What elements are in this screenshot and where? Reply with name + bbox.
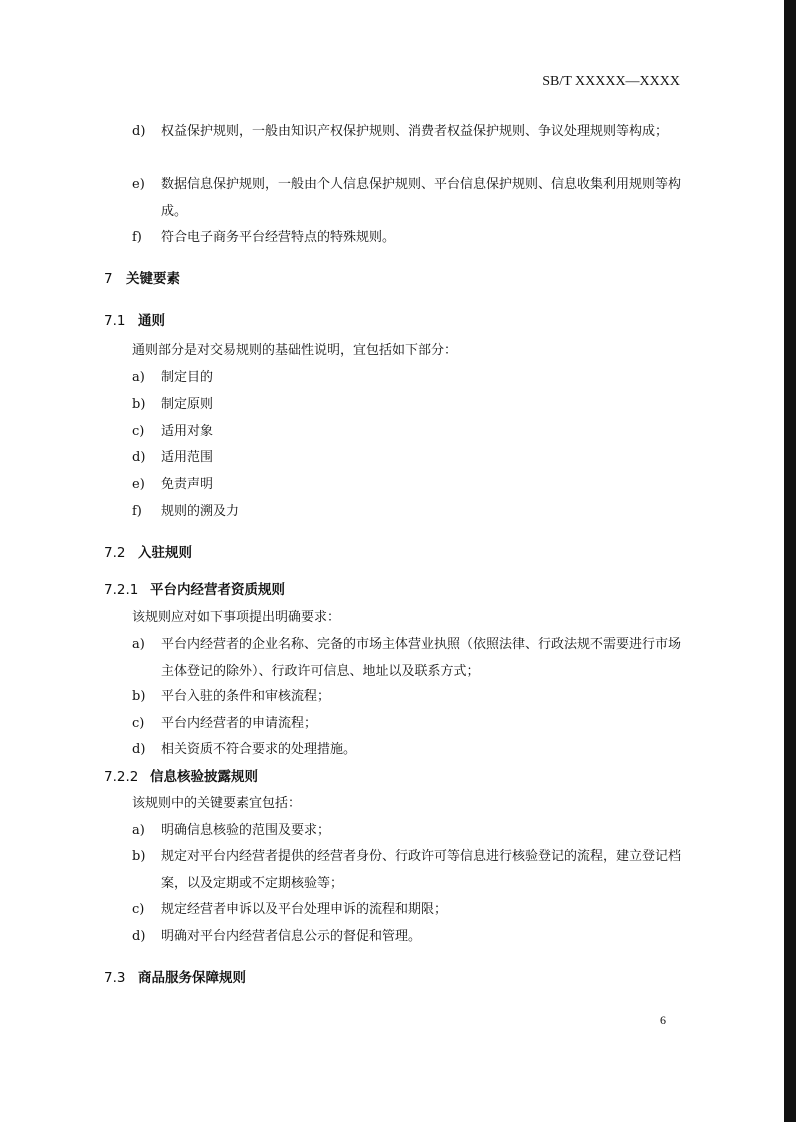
list-item xyxy=(132,817,686,844)
list-marker: c) xyxy=(132,424,145,439)
paragraph: 该规则中的关键要素宜包括： xyxy=(132,796,302,811)
list-text: 规定经营者申诉以及平台处理申诉的流程和期限； xyxy=(161,902,448,917)
section-heading-7-2 xyxy=(104,543,192,563)
list-text: 平台入驻的条件和审核流程； xyxy=(161,689,331,704)
list-item xyxy=(132,710,686,737)
list-marker: a) xyxy=(132,637,145,652)
section-heading-7-3 xyxy=(104,968,246,988)
list-item xyxy=(132,896,686,923)
list-text: 适用范围 xyxy=(161,450,214,465)
list-item xyxy=(132,843,686,897)
section-title: 平台内经营者资质规则 xyxy=(150,582,285,598)
list-item xyxy=(132,224,686,251)
list-text: 平台内经营者的申请流程； xyxy=(161,716,318,731)
section-title: 信息核验披露规则 xyxy=(150,769,258,785)
list-item xyxy=(132,498,686,525)
section-heading-7-2-2 xyxy=(104,767,258,787)
list-item xyxy=(132,471,686,498)
document-code: SB/T XXXXX—XXXX xyxy=(542,74,680,89)
list-item xyxy=(132,418,686,445)
list-marker: d) xyxy=(132,929,146,944)
list-text: 免责声明 xyxy=(161,477,214,492)
list-item xyxy=(132,444,686,471)
list-marker: e) xyxy=(132,477,145,492)
list-text: 明确信息核验的范围及要求； xyxy=(161,823,331,838)
list-text: 相关资质不符合要求的处理措施。 xyxy=(161,742,357,757)
section-number: 7.3 xyxy=(104,970,126,986)
list-text: 权益保护规则，一般由知识产权保护规则、消费者权益保护规则、争议处理规则等构成； xyxy=(161,124,669,139)
list-text: 制定目的 xyxy=(161,370,214,385)
list-text: 明确对平台内经营者信息公示的督促和管理。 xyxy=(161,929,422,944)
section-heading-7-1 xyxy=(104,311,165,331)
section-number: 7.2.1 xyxy=(104,582,139,598)
list-marker: a) xyxy=(132,823,145,838)
list-text: 规定对平台内经营者提供的经营者身份、行政许可等信息进行核验登记的流程，建立登记档案，以及定期或不定期核验等； xyxy=(161,849,682,891)
list-marker: b) xyxy=(132,397,146,412)
list-text: 数据信息保护规则，一般由个人信息保护规则、平台信息保护规则、信息收集利用规则等构成。 xyxy=(161,177,682,219)
list-item xyxy=(132,391,686,418)
page-number: 6 xyxy=(660,1013,666,1027)
list-item xyxy=(132,736,686,763)
list-marker: e) xyxy=(132,177,145,192)
list-marker: b) xyxy=(132,689,146,704)
section-number: 7.2 xyxy=(104,545,126,561)
list-text: 制定原则 xyxy=(161,397,214,412)
section-heading-7-2-1 xyxy=(104,580,285,600)
list-text: 平台内经营者的企业名称、完备的市场主体营业执照（依照法律、行政法规不需要进行市场主体登记的除外）、行政许可信息、地址以及联系方式； xyxy=(161,637,682,679)
list-marker: d) xyxy=(132,742,146,757)
list-marker: b) xyxy=(132,849,146,864)
list-text: 适用对象 xyxy=(161,424,214,439)
section-number: 7.1 xyxy=(104,313,126,329)
list-marker: c) xyxy=(132,716,145,731)
list-marker: d) xyxy=(132,450,146,465)
list-item xyxy=(132,683,686,710)
section-number: 7 xyxy=(104,271,113,287)
list-item xyxy=(132,923,686,950)
paragraph: 该规则应对如下事项提出明确要求： xyxy=(132,610,341,625)
list-marker: f) xyxy=(132,230,142,245)
list-marker: a) xyxy=(132,370,145,385)
list-text: 规则的溯及力 xyxy=(161,504,240,519)
list-item xyxy=(132,171,686,225)
list-item xyxy=(132,631,686,685)
section-number: 7.2.2 xyxy=(104,769,139,785)
list-marker: d) xyxy=(132,124,146,139)
section-title: 关键要素 xyxy=(126,271,180,287)
paragraph: 通则部分是对交易规则的基础性说明，宜包括如下部分： xyxy=(132,343,458,358)
list-item xyxy=(132,364,686,391)
list-marker: c) xyxy=(132,902,145,917)
list-item xyxy=(132,118,686,145)
list-marker: f) xyxy=(132,504,142,519)
section-title: 入驻规则 xyxy=(138,545,192,561)
page-edge-bar xyxy=(784,0,796,1122)
section-title: 通则 xyxy=(138,313,165,329)
list-text: 符合电子商务平台经营特点的特殊规则。 xyxy=(161,230,396,245)
section-title: 商品服务保障规则 xyxy=(138,970,246,986)
section-heading-7 xyxy=(104,269,180,289)
